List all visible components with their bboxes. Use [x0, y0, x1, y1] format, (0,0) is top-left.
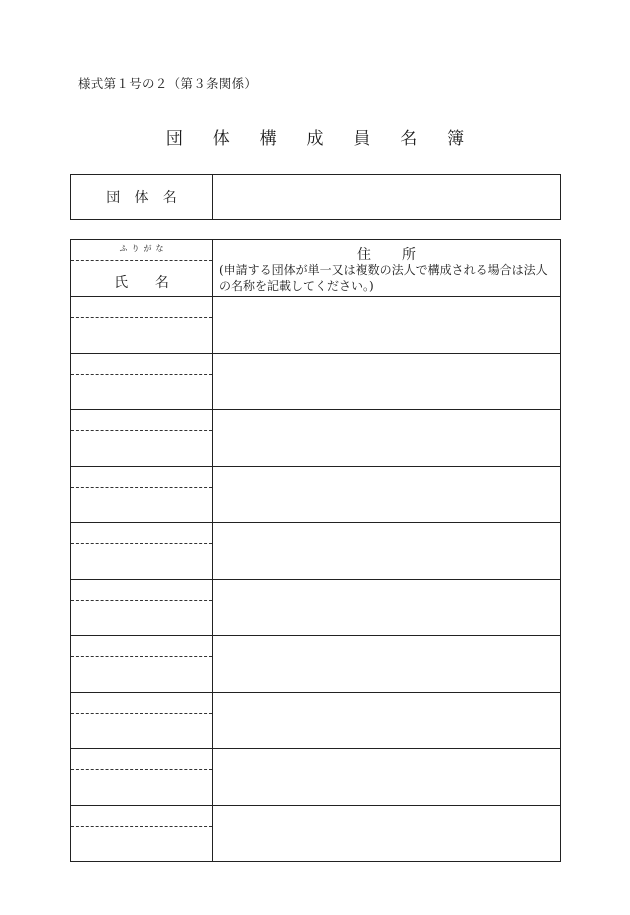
member-furigana-field[interactable] — [71, 580, 212, 601]
member-name-cell — [71, 297, 213, 354]
member-furigana-field[interactable] — [71, 749, 212, 770]
member-name-cell — [71, 749, 213, 806]
member-name-field[interactable] — [71, 770, 212, 805]
member-furigana-field[interactable] — [71, 693, 212, 714]
member-address-field[interactable] — [213, 353, 561, 410]
member-name-cell — [71, 410, 213, 467]
member-name-cell — [71, 466, 213, 523]
member-row — [71, 466, 561, 523]
member-row — [71, 523, 561, 580]
member-name-field[interactable] — [71, 375, 212, 410]
address-note: (申請する団体が単一又は複数の法人で構成される場合は法人の名称を記載してください。) — [219, 263, 548, 293]
member-name-cell — [71, 579, 213, 636]
member-address-field[interactable] — [213, 636, 561, 693]
members-header-row — [71, 240, 561, 297]
member-row — [71, 297, 561, 354]
member-address-field[interactable] — [213, 805, 561, 862]
member-name-cell — [71, 523, 213, 580]
member-row — [71, 353, 561, 410]
member-address-field[interactable] — [213, 466, 561, 523]
address-label: 住 所 — [356, 247, 417, 263]
member-address-field[interactable] — [213, 297, 561, 354]
member-row — [71, 579, 561, 636]
furigana-label: ふりがな — [119, 244, 168, 253]
member-furigana-field[interactable] — [71, 354, 212, 375]
member-furigana-field[interactable] — [71, 297, 212, 318]
member-address-field[interactable] — [213, 410, 561, 467]
member-furigana-field[interactable] — [71, 410, 212, 431]
member-name-field[interactable] — [71, 488, 212, 523]
name-label: 氏 名 — [114, 275, 169, 291]
organization-table — [70, 174, 561, 220]
member-name-field[interactable] — [71, 657, 212, 692]
furigana-divider — [71, 260, 212, 261]
member-name-cell — [71, 353, 213, 410]
organization-name-field[interactable] — [213, 175, 561, 220]
address-column-header — [213, 240, 561, 297]
document-title: 団 体 構 成 員 名 簿 — [165, 129, 477, 149]
member-furigana-field[interactable] — [71, 523, 212, 544]
member-name-field[interactable] — [71, 431, 212, 466]
member-name-field[interactable] — [71, 544, 212, 579]
member-furigana-field[interactable] — [71, 636, 212, 657]
members-table — [70, 239, 561, 862]
member-furigana-field[interactable] — [71, 467, 212, 488]
form-number: 様式第１号の２（第３条関係） — [78, 76, 258, 91]
member-name-field[interactable] — [71, 714, 212, 749]
member-name-cell — [71, 692, 213, 749]
member-row — [71, 692, 561, 749]
member-name-field[interactable] — [71, 601, 212, 636]
member-name-field[interactable] — [71, 827, 212, 862]
member-furigana-field[interactable] — [71, 806, 212, 827]
member-row — [71, 805, 561, 862]
member-name-field[interactable] — [71, 318, 212, 353]
member-name-cell — [71, 636, 213, 693]
member-address-field[interactable] — [213, 523, 561, 580]
member-address-field[interactable] — [213, 692, 561, 749]
organization-name-label: 団 体 名 — [71, 175, 213, 220]
member-name-cell — [71, 805, 213, 862]
member-row — [71, 410, 561, 467]
name-column-header — [71, 240, 213, 297]
member-row — [71, 749, 561, 806]
member-address-field[interactable] — [213, 579, 561, 636]
member-address-field[interactable] — [213, 749, 561, 806]
member-row — [71, 636, 561, 693]
